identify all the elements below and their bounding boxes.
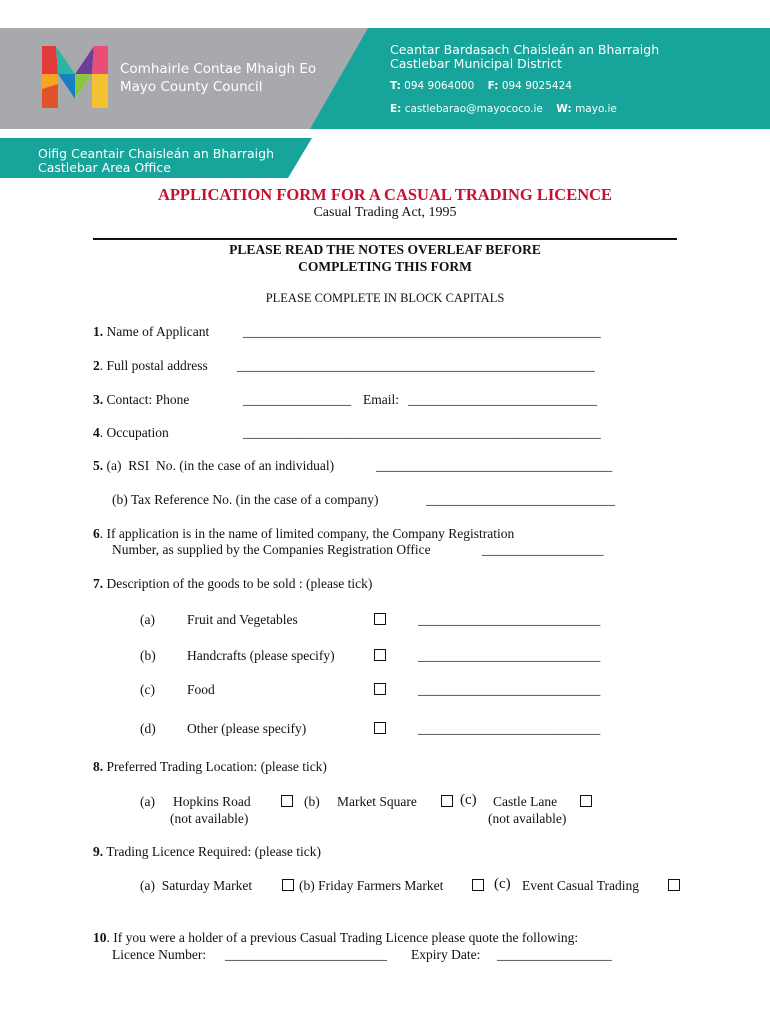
- q8c-label: Castle Lane: [493, 794, 558, 809]
- block-capitals-note: PLEASE COMPLETE IN BLOCK CAPITALS: [265, 291, 505, 305]
- q7-item-letter: (d): [140, 721, 156, 736]
- q3: 3. Contact: Phone: [93, 392, 190, 407]
- q6-crn-field[interactable]: __________________: [482, 542, 604, 557]
- q7-item-label: Other (please specify): [187, 721, 307, 736]
- q6-line2: Number, as supplied by the Companies Registration Office: [112, 542, 431, 557]
- q8b-letter: (b): [304, 794, 320, 809]
- q8a-letter: (a): [140, 794, 155, 809]
- q8b-label: Market Square: [337, 794, 417, 809]
- q7b-checkbox[interactable]: [374, 648, 386, 666]
- form-subtitle: Casual Trading Act, 1995: [313, 205, 457, 220]
- q7c-field[interactable]: ___________________________: [418, 682, 601, 697]
- q9a-checkbox[interactable]: [282, 878, 294, 896]
- q10: 10. If you were a holder of a previous Casual Trading Licence please quote the following:: [93, 930, 579, 945]
- q10-licence-label: Licence Number:: [112, 947, 207, 962]
- mayo-m-logo-icon: [40, 44, 110, 110]
- q8a-checkbox[interactable]: [281, 794, 293, 812]
- fax-number: 094 9025424: [501, 80, 572, 92]
- q7-item-letter: (b): [140, 648, 156, 663]
- q2-address-field[interactable]: _____________________________________________________: [237, 358, 595, 373]
- q4-occupation-field[interactable]: _____________________________________________________: [243, 425, 601, 440]
- district-name-english: Castlebar Municipal District: [390, 56, 563, 71]
- q2: 2. Full postal address: [93, 358, 208, 373]
- q7-item-label: Food: [187, 682, 215, 697]
- office-name-english: Castlebar Area Office: [38, 160, 171, 175]
- q6: 6. If application is in the name of limited company, the Company Registration: [93, 526, 515, 541]
- q8c-note: (not available): [488, 811, 567, 826]
- q7a-field[interactable]: ___________________________: [418, 612, 601, 627]
- phone-number: 094 9064000: [404, 80, 475, 92]
- q8: 8. Preferred Trading Location: (please tick): [93, 759, 327, 774]
- q9c-label: Event Casual Trading: [522, 878, 639, 893]
- contact-email-web: E: castlebarao@mayococo.ie W: mayo.ie: [390, 103, 617, 115]
- notice: PLEASE READ THE NOTES OVERLEAF BEFORE COMPLETING THIS FORM: [229, 242, 541, 274]
- title-rule: [93, 238, 677, 240]
- q3-phone-field[interactable]: ________________: [243, 392, 351, 407]
- form-title: APPLICATION FORM FOR A CASUAL TRADING LICENCE: [157, 185, 613, 204]
- q10-expiry-field[interactable]: _________________: [497, 947, 612, 962]
- q10-licence-field[interactable]: ________________________: [225, 947, 387, 962]
- q5a-rsi-field[interactable]: ___________________________________: [376, 458, 613, 473]
- q7: 7. Description of the goods to be sold : (please tick): [93, 576, 373, 591]
- q5b: (b) Tax Reference No. (in the case of a company): [112, 492, 379, 507]
- q7-item-letter: (c): [140, 682, 155, 697]
- q3-email-label: Email:: [363, 392, 399, 407]
- q9c-checkbox[interactable]: [668, 878, 680, 896]
- q9a-label: (a) Saturday Market: [140, 878, 253, 893]
- q7a-checkbox[interactable]: [374, 612, 386, 630]
- q7d-checkbox[interactable]: [374, 721, 386, 739]
- q7-item-letter: (a): [140, 612, 155, 627]
- council-name-irish: Comhairle Contae Mhaigh Eo: [120, 61, 317, 77]
- q8b-checkbox[interactable]: [441, 794, 453, 812]
- q5b-tax-field[interactable]: ____________________________: [426, 492, 615, 507]
- q7c-checkbox[interactable]: [374, 682, 386, 700]
- council-name-english: Mayo County Council: [120, 79, 263, 95]
- q9b-label: (b) Friday Farmers Market: [299, 878, 444, 893]
- office-name-irish: Oifig Ceantair Chaisleán an Bharraigh: [38, 146, 275, 161]
- q1: 1. Name of Applicant: [93, 324, 210, 339]
- q8a-label: Hopkins Road: [173, 794, 251, 809]
- q8a-note: (not available): [170, 811, 249, 826]
- website[interactable]: mayo.ie: [575, 103, 617, 115]
- email-address[interactable]: castlebarao@mayococo.ie: [404, 103, 543, 115]
- q8c-checkbox[interactable]: [580, 794, 592, 812]
- district-name-irish: Ceantar Bardasach Chaisleán an Bharraigh: [390, 42, 660, 57]
- letterhead: [0, 0, 770, 180]
- q1-name-field[interactable]: _____________________________________________________: [243, 324, 601, 339]
- q7-item-label: Fruit and Vegetables: [187, 612, 298, 627]
- q10-expiry-label: Expiry Date:: [411, 947, 481, 962]
- q9b-checkbox[interactable]: [472, 878, 484, 896]
- q4: 4. Occupation: [93, 425, 169, 440]
- q8c-letter: (c): [460, 792, 477, 808]
- q9c-letter: (c): [494, 876, 511, 892]
- q7-item-label: Handcrafts (please specify): [187, 648, 335, 663]
- q9: 9. Trading Licence Required: (please tick): [93, 844, 321, 859]
- q7d-field[interactable]: ___________________________: [418, 721, 601, 736]
- q3-email-field[interactable]: ____________________________: [408, 392, 597, 407]
- q5a: 5. (a) RSI No. (in the case of an individual): [93, 458, 335, 473]
- contact-phone-fax: T: 094 9064000 F: 094 9025424: [390, 80, 572, 92]
- q7b-field[interactable]: ___________________________: [418, 648, 601, 663]
